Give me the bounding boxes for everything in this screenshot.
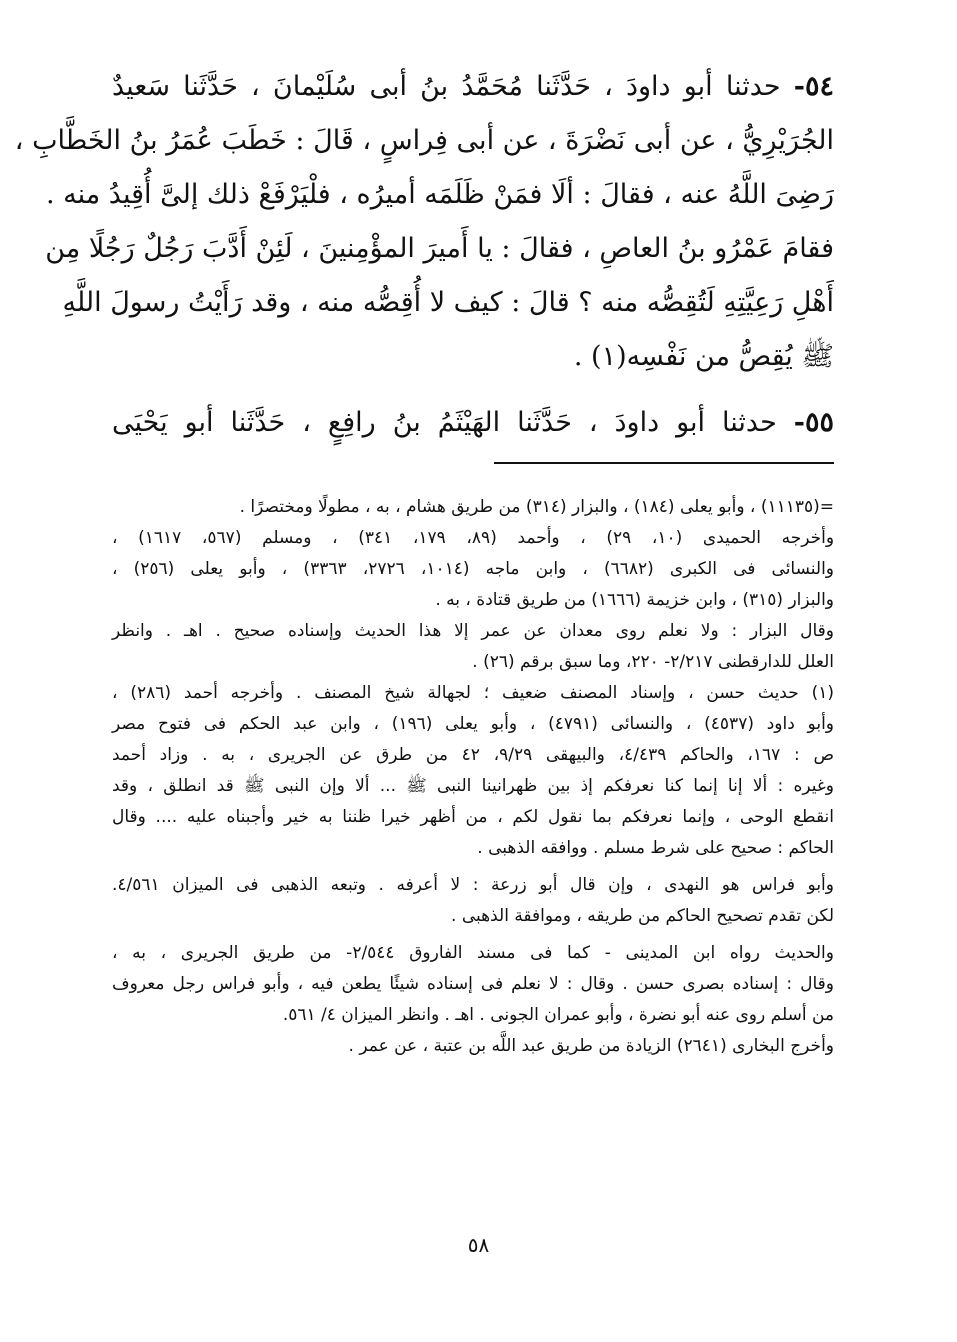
hadith-55 <box>112 396 834 450</box>
page-number: ٥٨ <box>467 1233 490 1257</box>
footnote-paragraph <box>112 616 834 678</box>
hadith-54-line: رَضِىَ اللَّهُ عنه ، فقالَ : ألَا فمَنْ ظَلَمَه أميرُه ، فلْيَرْفَعْ ذلك إلىَّ أُقِيدُ منه . <box>45 179 834 210</box>
footnote-line: وقال البزار : ولا نعلم روى معدان عن عمر إلا هذا الحديث وإسناده صحيح . اهـ . وانظر <box>112 621 834 641</box>
hadith-54-line: فقامَ عَمْرُو بنُ العاصِ ، فقالَ : يا أَميرَ المؤْمِنينَ ، لَئِنْ أَدَّبَ رَجُلٌ رَجُلًا مِن <box>45 233 834 264</box>
footnote-line: (١) حديث حسن ، وإسناد المصنف ضعيف ؛ لجهالة شيخ المصنف . وأخرجه أحمد (٢٨٦) ، <box>112 683 834 703</box>
footnote-line: والنسائى فى الكبرى (٦٦٨٢) ، وابن ماجه (١٠١٤، ٢٧٢٦، ٣٣٦٣) ، وأبو يعلى (٢٥٦) ، <box>112 559 835 579</box>
footnote-paragraph <box>112 1031 834 1062</box>
hadith-54-line: الجُرَيْرِيُّ ، عن أبى نَضْرَةَ ، عن أبى فِراسٍ ، قَالَ : خَطَبَ عُمَرُ بنُ الخَطَّابِ ، <box>14 125 834 156</box>
footnotes <box>112 492 834 1062</box>
hadith-text: حدثنا أبو داودَ ، حَدَّثَنا الهَيْثَمُ بنُ رافِعٍ ، حَدَّثَنا أبو يَحْيَى <box>112 407 777 438</box>
hadith-54-line: أَهْلِ رَعِيَّتِهِ لَتُقِصُّه منه ؟ قالَ : كيف لا أُقِصُّه منه ، وقد رَأَيْتُ رسولَ اللَّهِ <box>62 287 834 318</box>
footnote-line: ص : ١٦٧، والحاكم ٤/٤٣٩، والبيهقى ٩/٢٩، ٤٢ من طرق عن الجريرى ، به . وزاد أحمد <box>112 745 835 765</box>
footnote-line: والحديث رواه ابن المدينى - كما فى مسند الفاروق ٢/٥٤٤- من طريق الجريرى ، به ، <box>112 943 834 963</box>
hadith-54-line <box>112 60 834 114</box>
footnote-line: وغيره : ألا إنا إنما كنا نعرفكم إذ بين ظهرانينا النبى ﷺ ... ألا وإن النبى ﷺ قد انطلق ، وقد <box>112 776 834 796</box>
footnote-line: لكن تقدم تصحيح الحاكم من طريقه ، وموافقة الذهبى . <box>451 906 834 926</box>
footnote-line: والبزار (٣١٥) ، وابن خزيمة (١٦٦٦) من طريق قتادة ، به . <box>435 590 834 610</box>
footnote-line: وأبو داود (٤٥٣٧) ، والنسائى (٤٧٩١) ، وأبو يعلى (١٩٦) ، وابن عبد الحكم فى فتوح مصر <box>112 714 834 734</box>
hadith-54 <box>14 60 834 384</box>
footnote-line: من أسلم روى عنه أبو نضرة ، وأبو عمران الجونى . اهـ . وانظر الميزان ٤/ ٥٦١. <box>282 1005 834 1025</box>
footnote-paragraph <box>112 523 834 616</box>
footnote-line: وأبو فراس هو النهدى ، وإن قال أبو زرعة : لا أعرفه . وتبعه الذهبى فى الميزان ٤/٥٦١. <box>112 875 834 895</box>
footnote-paragraph <box>112 678 834 864</box>
hadith-55-line <box>112 396 834 450</box>
book-page <box>14 60 835 1320</box>
hadith-54-line: ﷺ يُقِصُّ من نَفْسِه(١) . <box>573 341 834 372</box>
footnote-line: العلل للدارقطنى ٢/٢١٧- ٢٢٠، وما سبق برقم (٢٦) . <box>472 652 834 672</box>
footnote-line: وقال : إسناده بصرى حسن . وقال : لا نعلم فى إسناده شيئًا يطعن فيه ، وأبو فراس رجل معروف <box>112 974 834 994</box>
hadith-number: ٥٥- <box>793 407 834 438</box>
hadith-number: ٥٤- <box>793 71 834 102</box>
footnote-line: =(١١١٣٥) ، وأبو يعلى (١٨٤) ، والبزار (٣١٤) من طريق هشام ، به ، مطولًا ومختصرًا . <box>239 497 834 517</box>
footnote-line: انقطع الوحى ، وإنما نعرفكم بما نقول لكم ، من أظهر خيرا ظننا به خير وأجبناه عليه .... وقال <box>112 807 834 827</box>
footnote-line: وأخرج البخارى (٢٦٤١) الزيادة من طريق عبد اللَّه بن عتبة ، عن عمر . <box>348 1036 834 1056</box>
hadith-text: حدثنا أبو داودَ ، حَدَّثَنا مُحَمَّدُ بنُ أبى سُلَيْمانَ ، حَدَّثَنا سَعيدٌ <box>112 71 781 102</box>
footnote-separator <box>494 462 834 464</box>
footnote-paragraph <box>112 492 834 523</box>
footnote-line: الحاكم : صحيح على شرط مسلم . ووافقه الذهبى . <box>477 838 834 858</box>
footnote-paragraph <box>112 870 834 932</box>
footnote-paragraph <box>112 938 834 1031</box>
footnote-line: وأخرجه الحميدى (١٠، ٢٩) ، وأحمد (٨٩، ١٧٩، ٣٤١) ، ومسلم (٥٦٧، ١٦١٧) ، <box>112 528 835 548</box>
